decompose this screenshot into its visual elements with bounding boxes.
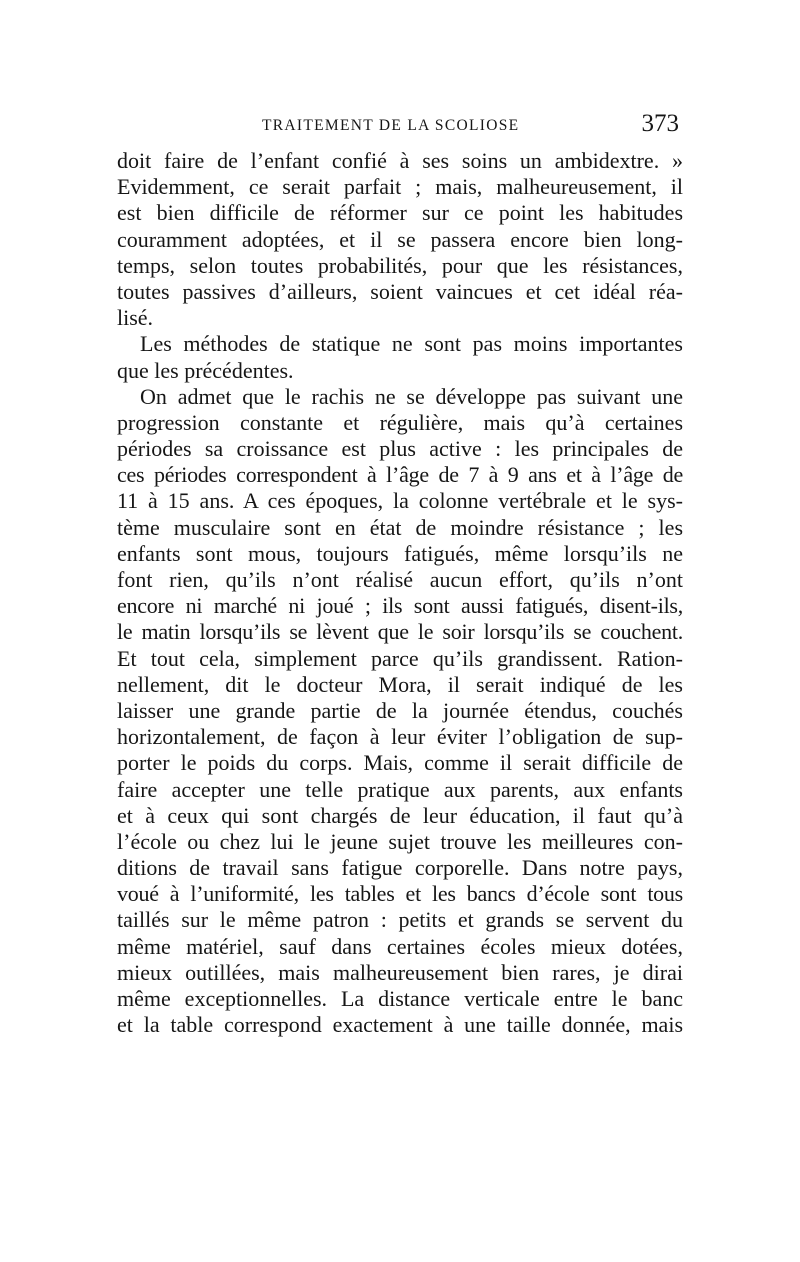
text-line: et la table correspond exactement à une taille donnée, mais [117,1012,683,1038]
text-line: couramment adoptées, et il se passera encore bien long- [117,226,683,252]
text-line: Evidemment, ce serait parfait ; mais, malheureusement, il [117,174,683,200]
text-line: l’école ou chez lui le jeune sujet trouve les meilleures con- [117,828,683,854]
text-line: et à ceux qui sont chargés de leur éducation, il faut qu’à [117,802,683,828]
body-text [117,148,683,1038]
text-line: progression constante et régulière, mais qu’à certaines [117,409,683,435]
text-line: nellement, dit le docteur Mora, il serait indiqué de les [117,671,683,697]
text-line: On admet que le rachis ne se développe pas suivant une [140,383,683,409]
text-line: que les précédentes. [117,357,294,383]
page-header [117,112,683,142]
page-number: 373 [641,110,679,137]
text-line: ces périodes correspondent à l’âge de 7 à 9 ans et à l’âge de [117,462,683,488]
text-line: font rien, qu’ils n’ont réalisé aucun effort, qu’ils n’ont [117,567,683,592]
text-line: taillés sur le même patron : petits et grands se servent du [117,907,683,933]
text-line: tème musculaire sont en état de moindre résistance ; les [117,514,683,540]
text-line: Les méthodes de statique ne sont pas moins importantes [140,331,683,357]
running-title: TRAITEMENT DE LA SCOLIOSE [262,117,520,134]
text-line: enfants sont mous, toujours fatigués, même lorsqu’ils ne [117,540,683,566]
text-line: même exceptionnelles. La distance verticale entre le banc [117,986,683,1011]
text-line: laisser une grande partie de la journée étendus, couchés [117,697,683,723]
text-line: voué à l’uniformité, les tables et les bancs d’école sont tous [117,881,683,907]
text-line: même matériel, sauf dans certaines écoles mieux dotées, [117,933,683,959]
text-line: encore ni marché ni joué ; ils sont aussi fatigués, disent-ils, [117,593,683,619]
text-line: toutes passives d’ailleurs, soient vaincues et cet idéal réa- [117,278,683,304]
text-line: le matin lorsqu’ils se lèvent que le soir lorsqu’ils se couchent. [117,619,683,645]
text-line: périodes sa croissance est plus active : les principales de [117,436,683,462]
text-line: est bien difficile de réformer sur ce point les habitudes [117,200,683,226]
text-line: mieux outillées, mais malheureusement bien rares, je dirai [117,959,683,985]
text-line: porter le poids du corps. Mais, comme il serait difficile de [117,750,683,776]
text-line: Et tout cela, simplement parce qu’ils grandissent. Ration- [117,645,683,671]
text-line: 11 à 15 ans. A ces époques, la colonne vertébrale et le sys- [117,488,683,514]
text-line: doit faire de l’enfant confié à ses soins un ambidextre. » [117,148,683,173]
text-line: horizontalement, de façon à leur éviter l’obligation de sup- [117,724,683,750]
text-line: temps, selon toutes probabilités, pour que les résistances, [117,252,683,278]
text-line: faire accepter une telle pratique aux parents, aux enfants [117,776,683,802]
text-line: lisé. [117,305,154,331]
text-line: ditions de travail sans fatigue corporelle. Dans notre pays, [117,855,683,881]
